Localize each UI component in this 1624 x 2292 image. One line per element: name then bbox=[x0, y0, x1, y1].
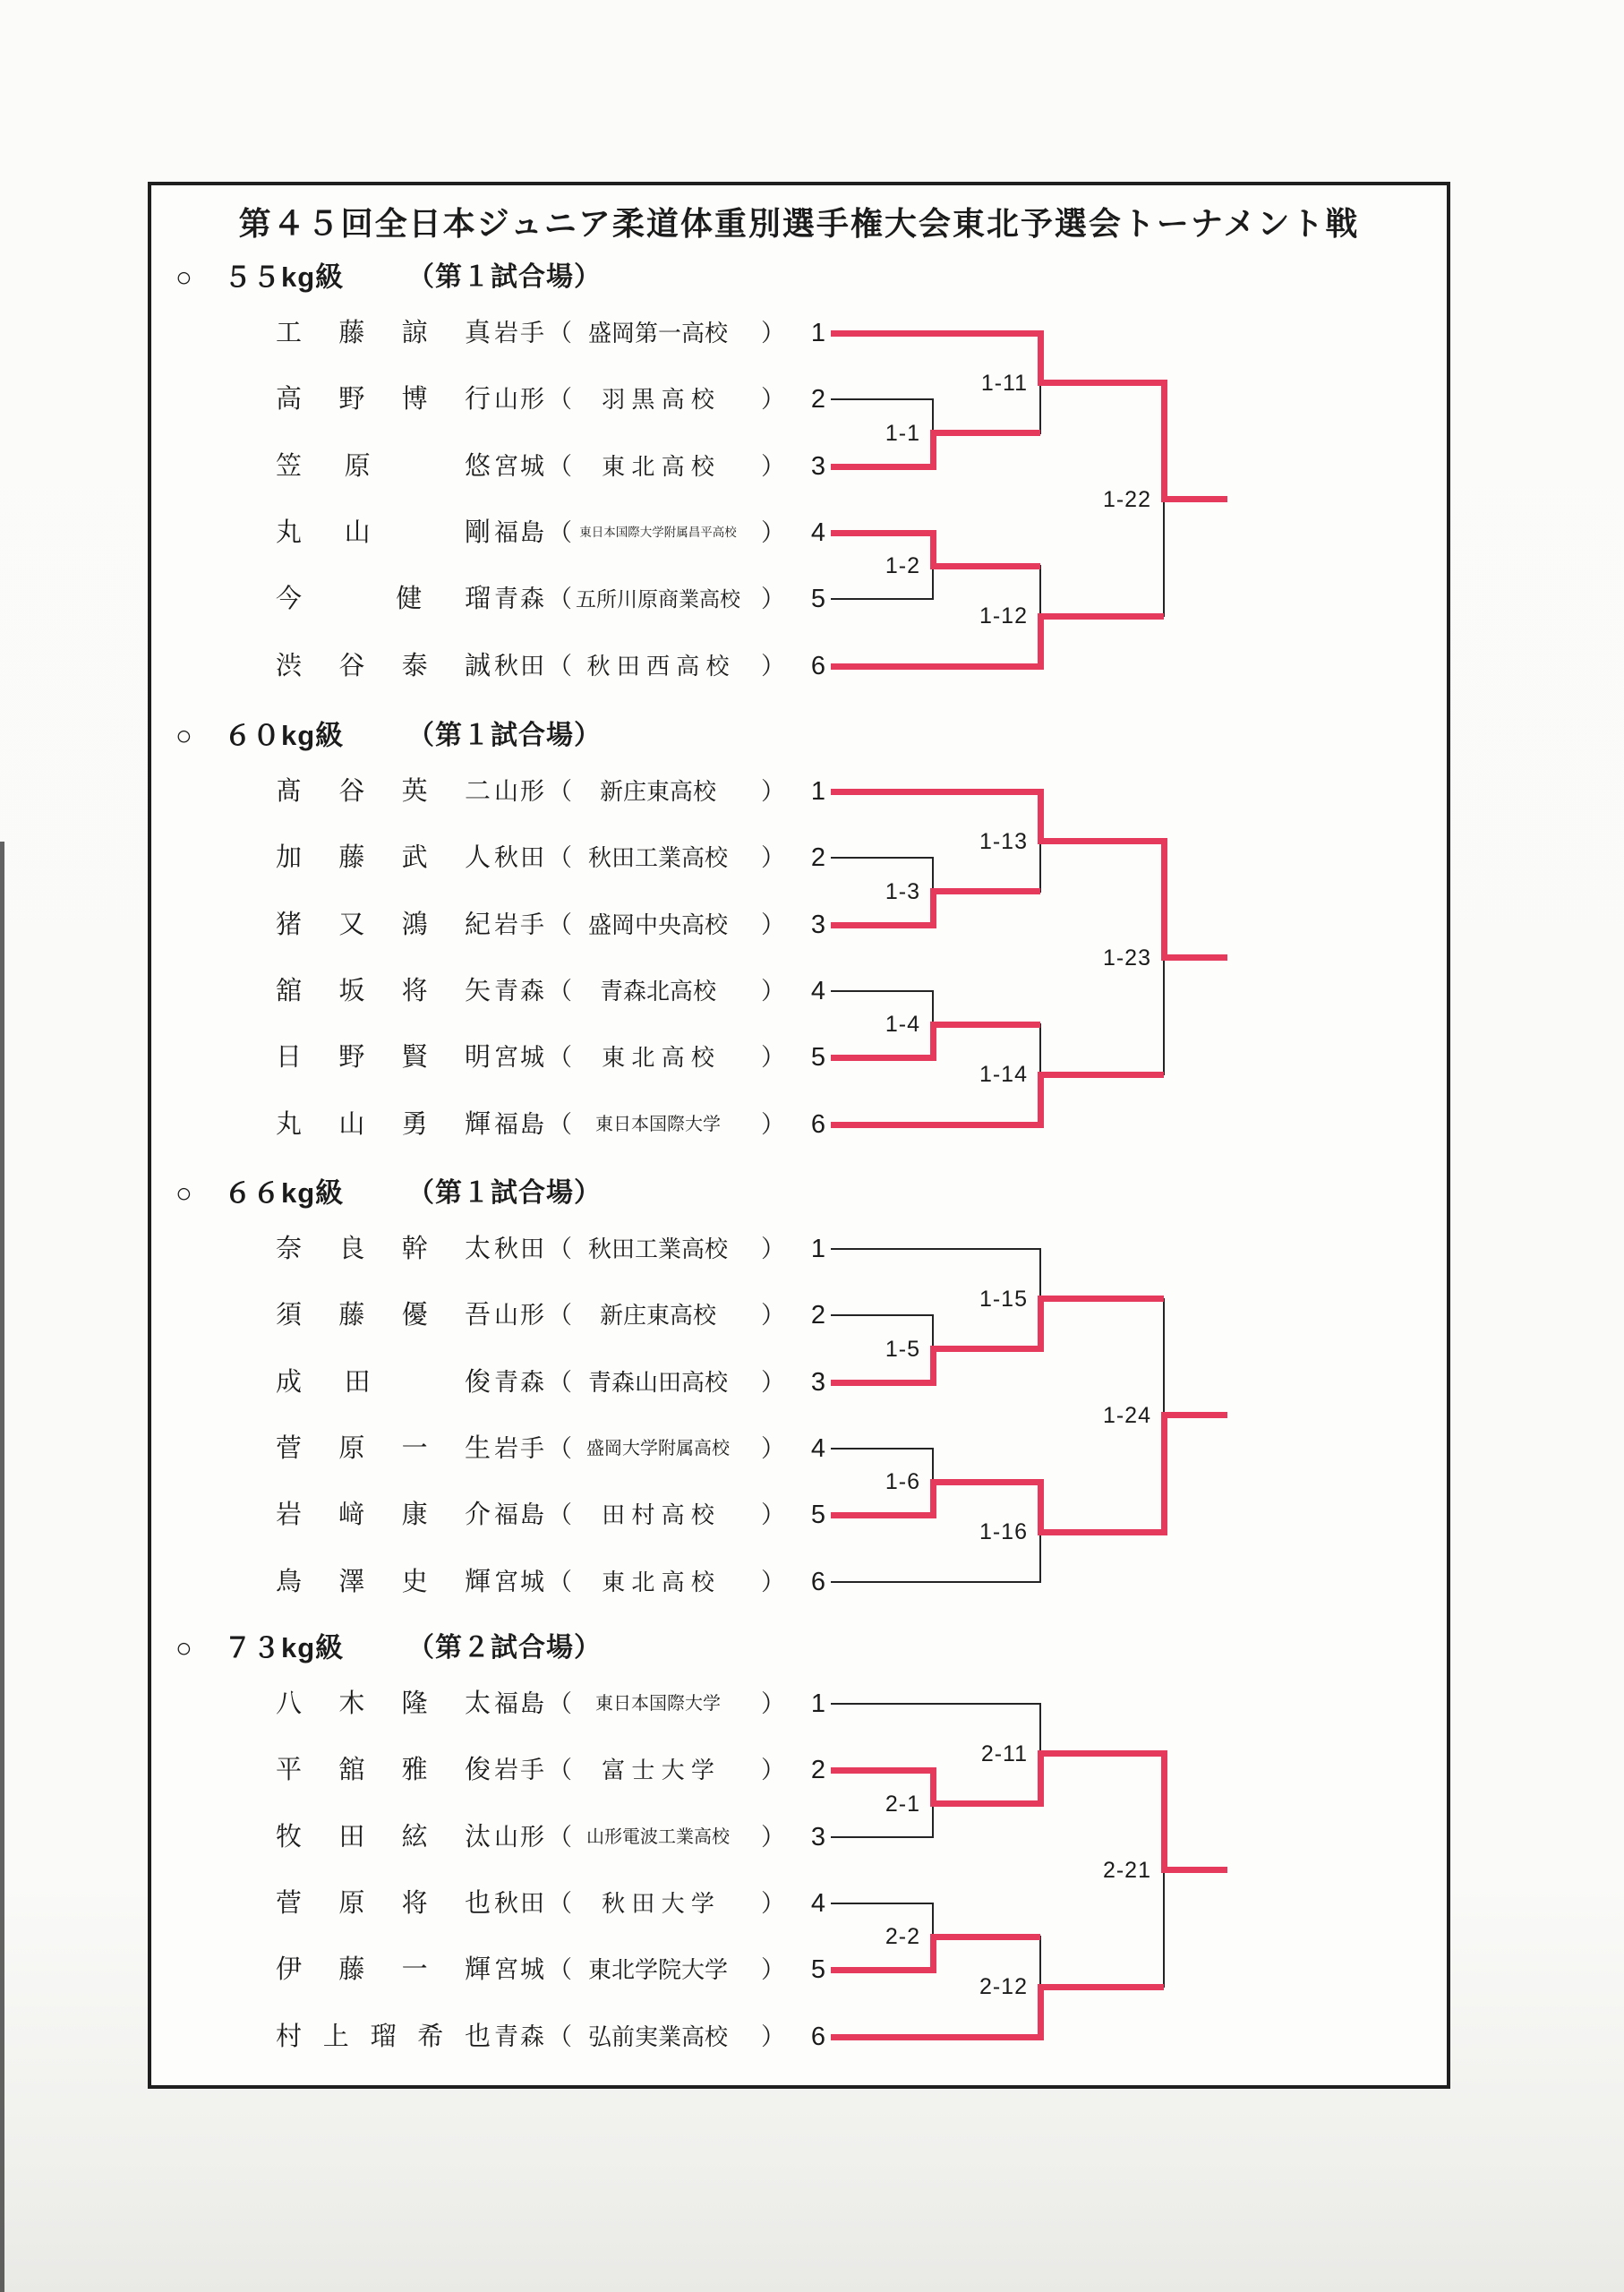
match-number-label: 1-13 bbox=[979, 828, 1028, 854]
paren-open: （ bbox=[548, 1890, 572, 1917]
player-school: 弘前実業高校 bbox=[587, 2023, 728, 2050]
bracket-line-h bbox=[831, 464, 933, 470]
bracket-line-v bbox=[1039, 1248, 1041, 1300]
paren-close: ） bbox=[761, 978, 785, 1005]
player-name: 成 田 俊 bbox=[276, 1368, 491, 1397]
paren-close: ） bbox=[761, 519, 785, 546]
seed-number: 2 bbox=[810, 385, 825, 414]
paren-open: （ bbox=[548, 386, 572, 413]
player-name: 工 藤 諒 真 bbox=[276, 319, 491, 347]
bracket-line-h bbox=[1164, 1412, 1227, 1418]
player-prefecture: 青森 bbox=[494, 2023, 546, 2050]
match-number-label: 1-23 bbox=[1102, 945, 1151, 971]
paren-close: ） bbox=[761, 1956, 785, 1983]
player-prefecture: 福島 bbox=[494, 1501, 546, 1528]
bracket-line-v bbox=[1039, 1703, 1041, 1755]
player-name: 岩 﨑 康 介 bbox=[276, 1501, 491, 1529]
seed-number: 1 bbox=[810, 319, 825, 347]
class-bullet-icon: ○ bbox=[175, 1632, 192, 1663]
paren-open: （ bbox=[548, 978, 572, 1005]
bracket-line-h bbox=[1040, 1296, 1164, 1302]
player-prefecture: 山形 bbox=[494, 778, 546, 805]
bracket-line-v bbox=[1038, 1479, 1044, 1535]
player-school: 東 北 高 校 bbox=[602, 1044, 714, 1071]
player-name: 須 藤 優 吾 bbox=[276, 1301, 491, 1330]
player-school: 羽 黒 高 校 bbox=[602, 386, 714, 413]
player-school: 東 北 高 校 bbox=[602, 453, 714, 480]
bracket-line-v bbox=[1038, 1984, 1044, 2040]
seed-number: 4 bbox=[810, 1889, 825, 1918]
tournament-title: 第４５回全日本ジュニア柔道体重別選手権大会東北予選会トーナメント戦 bbox=[238, 205, 1360, 242]
paren-open: （ bbox=[548, 1369, 572, 1396]
paren-open: （ bbox=[548, 1044, 572, 1071]
seed-number: 3 bbox=[810, 1368, 825, 1397]
player-name: 丸 山 剛 bbox=[276, 518, 491, 547]
bracket-line-v bbox=[932, 857, 934, 893]
player-prefecture: 岩手 bbox=[494, 320, 546, 346]
match-number-label: 1-24 bbox=[1102, 1402, 1151, 1428]
bracket-line-h bbox=[831, 1248, 1040, 1250]
bracket-line-v bbox=[1161, 1412, 1167, 1535]
bracket-line-h bbox=[831, 1967, 933, 1973]
player-school: 新庄東高校 bbox=[599, 778, 716, 805]
seed-number: 4 bbox=[810, 518, 825, 547]
player-name: 笠 原 悠 bbox=[276, 452, 491, 481]
paren-close: ） bbox=[761, 844, 785, 871]
player-name: 奈 良 幹 太 bbox=[276, 1235, 491, 1263]
bracket-line-v bbox=[932, 1903, 934, 1937]
paren-open: （ bbox=[548, 519, 572, 546]
bracket-line-v bbox=[1161, 380, 1167, 502]
bracket-line-h bbox=[831, 922, 933, 928]
bracket-line-h bbox=[1040, 838, 1164, 844]
paren-open: （ bbox=[548, 1956, 572, 1983]
bracket-line-h bbox=[1040, 613, 1164, 620]
bracket-line-h bbox=[831, 1380, 933, 1386]
paren-close: ） bbox=[761, 1236, 785, 1262]
paren-close: ） bbox=[761, 386, 785, 413]
player-school: 山形電波工業高校 bbox=[586, 1827, 730, 1847]
bracket-line-h bbox=[831, 598, 933, 600]
player-prefecture: 青森 bbox=[494, 586, 546, 612]
seed-number: 5 bbox=[810, 1043, 825, 1072]
bracket-line-v bbox=[1163, 1298, 1165, 1416]
player-school: 新庄東高校 bbox=[599, 1302, 716, 1329]
bracket-line-v bbox=[1038, 330, 1044, 387]
seed-number: 2 bbox=[810, 1301, 825, 1330]
paren-close: ） bbox=[761, 586, 785, 612]
match-number-label: 1-1 bbox=[885, 420, 920, 446]
bracket-line-h bbox=[831, 1703, 1040, 1705]
paren-close: ） bbox=[761, 1690, 785, 1717]
paren-open: （ bbox=[548, 1435, 572, 1462]
seed-number: 2 bbox=[810, 1756, 825, 1784]
bracket-line-h bbox=[831, 1055, 933, 1061]
player-name: 日 野 賢 明 bbox=[276, 1043, 491, 1072]
player-school: 東日本国際大学附属昌平高校 bbox=[579, 526, 737, 539]
match-number-label: 2-2 bbox=[885, 1924, 920, 1949]
bracket-line-v bbox=[1163, 957, 1165, 1075]
bracket-line-v bbox=[1039, 382, 1041, 434]
player-name: 高 野 博 行 bbox=[276, 385, 491, 414]
match-number-label: 2-21 bbox=[1102, 1857, 1151, 1883]
paren-close: ） bbox=[761, 1757, 785, 1783]
paren-close: ） bbox=[761, 1501, 785, 1528]
bracket-line-h bbox=[933, 1346, 1040, 1352]
class-bullet-icon: ○ bbox=[175, 720, 192, 751]
paren-open: （ bbox=[548, 1302, 572, 1329]
paren-open: （ bbox=[548, 2023, 572, 2050]
player-name: 伊 藤 一 輝 bbox=[276, 1955, 491, 1984]
venue-label: （第１試合場） bbox=[407, 1178, 602, 1208]
seed-number: 5 bbox=[810, 585, 825, 613]
player-prefecture: 宮城 bbox=[494, 1956, 546, 1983]
paren-close: ） bbox=[761, 453, 785, 480]
match-number-label: 1-22 bbox=[1102, 486, 1151, 512]
seed-number: 1 bbox=[810, 1689, 825, 1718]
match-number-label: 1-6 bbox=[885, 1469, 920, 1494]
paren-open: （ bbox=[548, 653, 572, 680]
seed-number: 6 bbox=[810, 1110, 825, 1139]
bracket-line-v bbox=[932, 1448, 934, 1483]
player-school: 富 士 大 学 bbox=[602, 1757, 714, 1783]
bracket-line-v bbox=[1039, 1936, 1041, 1988]
bracket-line-h bbox=[933, 1022, 1040, 1028]
player-prefecture: 岩手 bbox=[494, 911, 546, 938]
paren-open: （ bbox=[548, 1757, 572, 1783]
player-prefecture: 山形 bbox=[494, 1302, 546, 1329]
bracket-line-h bbox=[831, 2034, 1040, 2040]
seed-number: 6 bbox=[810, 1568, 825, 1596]
bracket-line-h bbox=[1040, 1072, 1164, 1078]
bracket-line-v bbox=[932, 398, 934, 434]
bracket-line-h bbox=[1040, 1984, 1164, 1990]
player-name: 菅 原 将 也 bbox=[276, 1889, 491, 1918]
weight-class-header-60kg bbox=[175, 714, 713, 757]
bracket-line-h bbox=[1040, 1750, 1164, 1757]
paren-open: （ bbox=[548, 778, 572, 805]
weight-class-header-73kg bbox=[175, 1627, 713, 1670]
match-number-label: 1-12 bbox=[979, 603, 1028, 629]
seed-number: 1 bbox=[810, 777, 825, 806]
paren-open: （ bbox=[548, 453, 572, 480]
paren-open: （ bbox=[548, 586, 572, 612]
bracket-line-h bbox=[933, 888, 1040, 894]
bracket-line-v bbox=[932, 1803, 934, 1839]
player-prefecture: 宮城 bbox=[494, 1044, 546, 1071]
player-school: 盛岡大学附属高校 bbox=[586, 1439, 730, 1458]
player-prefecture: 秋田 bbox=[494, 1890, 546, 1917]
weight-class-label: ７３kg級 bbox=[224, 1632, 345, 1663]
player-name: 菅 原 一 生 bbox=[276, 1434, 491, 1463]
weight-class-label: ６０kg級 bbox=[224, 720, 345, 751]
bracket-line-h bbox=[1164, 1867, 1227, 1873]
seed-number: 5 bbox=[810, 1955, 825, 1984]
match-number-label: 2-1 bbox=[885, 1791, 920, 1817]
venue-label: （第１試合場） bbox=[407, 721, 602, 750]
seed-number: 3 bbox=[810, 1823, 825, 1852]
player-school: 東 北 高 校 bbox=[602, 1569, 714, 1595]
bracket-line-h bbox=[831, 990, 933, 992]
bracket-line-v bbox=[1039, 1531, 1041, 1583]
bracket-line-v bbox=[1161, 838, 1167, 961]
bracket-line-v bbox=[1039, 1023, 1041, 1075]
weight-class-header-66kg bbox=[175, 1172, 713, 1215]
paren-open: （ bbox=[548, 1569, 572, 1595]
bracket-line-h bbox=[831, 1122, 1040, 1128]
player-prefecture: 秋田 bbox=[494, 653, 546, 680]
player-school: 盛岡第一高校 bbox=[587, 320, 728, 346]
player-school: 東日本国際大学 bbox=[595, 1115, 721, 1134]
player-prefecture: 山形 bbox=[494, 386, 546, 413]
paren-close: ） bbox=[761, 1044, 785, 1071]
player-prefecture: 福島 bbox=[494, 519, 546, 546]
bracket-line-h bbox=[1040, 1529, 1164, 1535]
paren-open: （ bbox=[548, 320, 572, 346]
player-name: 猪 又 鴻 紀 bbox=[276, 911, 491, 939]
bracket-line-h bbox=[1164, 496, 1227, 502]
paren-open: （ bbox=[548, 844, 572, 871]
paren-open: （ bbox=[548, 1111, 572, 1138]
seed-number: 5 bbox=[810, 1501, 825, 1529]
player-prefecture: 秋田 bbox=[494, 1236, 546, 1262]
player-name: 今 健 瑠 bbox=[276, 585, 491, 613]
class-bullet-icon: ○ bbox=[175, 261, 192, 293]
seed-number: 4 bbox=[810, 977, 825, 1005]
player-name: 加 藤 武 人 bbox=[276, 843, 491, 872]
bracket-line-h bbox=[933, 1800, 1040, 1807]
paren-open: （ bbox=[548, 1236, 572, 1262]
match-number-label: 1-11 bbox=[980, 370, 1028, 396]
match-number-label: 1-15 bbox=[979, 1286, 1028, 1312]
paren-close: ） bbox=[761, 653, 785, 680]
bracket-line-h bbox=[831, 663, 1040, 670]
player-school: 秋 田 西 高 校 bbox=[586, 653, 730, 680]
match-number-label: 1-4 bbox=[885, 1012, 920, 1037]
paren-close: ） bbox=[761, 1824, 785, 1851]
paren-close: ） bbox=[761, 911, 785, 938]
bracket-line-h bbox=[831, 1767, 933, 1774]
bracket-line-h bbox=[831, 789, 1040, 795]
paren-close: ） bbox=[761, 1890, 785, 1917]
seed-number: 4 bbox=[810, 1434, 825, 1463]
bracket-line-v bbox=[1039, 841, 1041, 893]
match-number-label: 1-5 bbox=[885, 1336, 920, 1362]
player-prefecture: 青森 bbox=[494, 978, 546, 1005]
player-school: 盛岡中央高校 bbox=[587, 911, 728, 938]
player-name: 渋 谷 泰 誠 bbox=[276, 652, 491, 680]
match-number-label: 2-12 bbox=[979, 1974, 1028, 1999]
bracket-line-v bbox=[932, 990, 934, 1025]
paren-open: （ bbox=[548, 911, 572, 938]
paren-close: ） bbox=[761, 1369, 785, 1396]
paren-close: ） bbox=[761, 1435, 785, 1462]
player-school: 東日本国際大学 bbox=[595, 1694, 721, 1714]
player-prefecture: 福島 bbox=[494, 1111, 546, 1138]
weight-class-header-55kg bbox=[175, 256, 713, 299]
match-number-label: 1-3 bbox=[885, 878, 920, 904]
match-number-label: 1-14 bbox=[979, 1062, 1028, 1087]
player-name: 平 舘 雅 俊 bbox=[276, 1756, 491, 1784]
bracket-line-h bbox=[933, 430, 1040, 436]
player-name: 髙 谷 英 二 bbox=[276, 777, 491, 806]
player-name: 鳥 澤 史 輝 bbox=[276, 1568, 491, 1596]
bracket-line-h bbox=[831, 398, 933, 400]
bracket-line-h bbox=[831, 1903, 933, 1904]
bracket-line-h bbox=[831, 1581, 1040, 1583]
bracket-line-h bbox=[831, 1448, 933, 1450]
class-bullet-icon: ○ bbox=[175, 1177, 192, 1209]
bracket-line-v bbox=[1038, 789, 1044, 845]
player-prefecture: 宮城 bbox=[494, 1569, 546, 1595]
bracket-line-v bbox=[932, 565, 934, 600]
seed-number: 2 bbox=[810, 843, 825, 872]
match-number-label: 2-11 bbox=[980, 1740, 1028, 1766]
bracket-line-h bbox=[831, 530, 933, 536]
bracket-line-v bbox=[1039, 565, 1041, 617]
bracket-line-v bbox=[932, 1314, 934, 1350]
bracket-line-v bbox=[1038, 1072, 1044, 1128]
player-school: 東北学院大学 bbox=[587, 1956, 728, 1983]
player-school: 田 村 高 校 bbox=[602, 1501, 714, 1528]
seed-number: 3 bbox=[810, 911, 825, 939]
paren-close: ） bbox=[761, 778, 785, 805]
bracket-line-h bbox=[831, 1836, 933, 1838]
paren-close: ） bbox=[761, 1569, 785, 1595]
paren-close: ） bbox=[761, 1302, 785, 1329]
player-prefecture: 山形 bbox=[494, 1824, 546, 1851]
player-prefecture: 青森 bbox=[494, 1369, 546, 1396]
player-name: 八 木 隆 太 bbox=[276, 1689, 491, 1718]
player-name: 村 上 瑠 希 也 bbox=[276, 2023, 491, 2051]
bracket-line-v bbox=[1163, 499, 1165, 617]
player-prefecture: 岩手 bbox=[494, 1435, 546, 1462]
bracket-line-h bbox=[831, 857, 933, 859]
venue-label: （第２試合場） bbox=[407, 1633, 602, 1663]
bracket-line-v bbox=[1038, 613, 1044, 670]
bracket-line-h bbox=[1164, 954, 1227, 961]
paren-close: ） bbox=[761, 1111, 785, 1138]
bracket-line-v bbox=[1038, 1296, 1044, 1352]
player-prefecture: 福島 bbox=[494, 1690, 546, 1717]
player-school: 秋田工業高校 bbox=[587, 844, 728, 871]
bracket-line-h bbox=[933, 1934, 1040, 1940]
bracket-line-h bbox=[831, 1314, 933, 1316]
player-school: 秋 田 大 学 bbox=[602, 1890, 714, 1917]
player-school: 五所川原商業高校 bbox=[576, 587, 740, 611]
seed-number: 6 bbox=[810, 2023, 825, 2051]
match-number-label: 1-16 bbox=[979, 1519, 1028, 1544]
player-school: 青森北高校 bbox=[599, 978, 716, 1005]
paren-close: ） bbox=[761, 320, 785, 346]
venue-label: （第１試合場） bbox=[407, 262, 602, 292]
bracket-line-v bbox=[1161, 1750, 1167, 1873]
bracket-line-h bbox=[831, 1512, 933, 1518]
player-prefecture: 宮城 bbox=[494, 453, 546, 480]
player-prefecture: 秋田 bbox=[494, 844, 546, 871]
paren-open: （ bbox=[548, 1690, 572, 1717]
bracket-line-h bbox=[933, 563, 1040, 569]
weight-class-label: ６６kg級 bbox=[224, 1177, 345, 1209]
player-prefecture: 岩手 bbox=[494, 1757, 546, 1783]
paren-close: ） bbox=[761, 2023, 785, 2050]
bracket-line-v bbox=[1163, 1869, 1165, 1988]
bracket-line-h bbox=[1040, 380, 1164, 386]
paren-open: （ bbox=[548, 1824, 572, 1851]
bracket-line-v bbox=[1038, 1750, 1044, 1807]
player-school: 青森山田高校 bbox=[587, 1369, 728, 1396]
seed-number: 3 bbox=[810, 452, 825, 481]
player-school: 秋田工業高校 bbox=[587, 1236, 728, 1262]
seed-number: 1 bbox=[810, 1235, 825, 1263]
bracket-line-h bbox=[831, 330, 1040, 337]
seed-number: 6 bbox=[810, 652, 825, 680]
scan-artifact-left-edge bbox=[0, 842, 4, 2292]
paren-open: （ bbox=[548, 1501, 572, 1528]
player-name: 舘 坂 将 矢 bbox=[276, 977, 491, 1005]
match-number-label: 1-2 bbox=[885, 553, 920, 578]
player-name: 丸 山 勇 輝 bbox=[276, 1110, 491, 1139]
bracket-line-h bbox=[933, 1479, 1040, 1485]
weight-class-label: ５５kg級 bbox=[224, 261, 345, 293]
player-name: 牧 田 絃 汰 bbox=[276, 1823, 491, 1852]
